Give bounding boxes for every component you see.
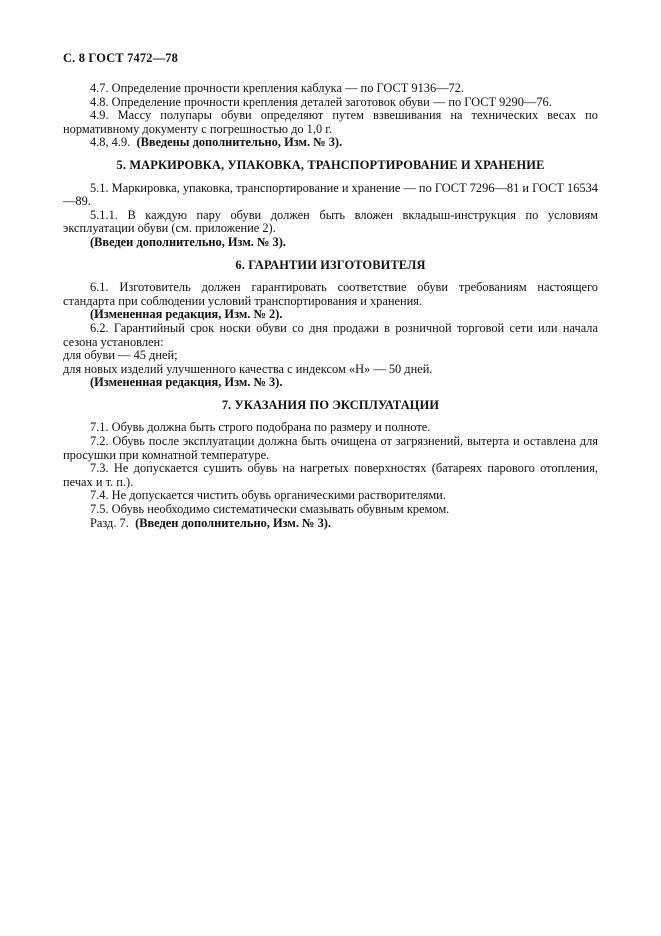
paragraph-7-3: 7.3. Не допускается сушить обувь на нагретых поверхностях (батареях парового отопления, печах и т. п.). — [63, 461, 598, 489]
warranty-line-improved: для новых изделий улучшенного качества с индексом «Н» — 50 дней. — [63, 361, 433, 376]
paragraph-7-1: 7.1. Обувь должна быть строго подобрана по размеру и полноте. — [90, 420, 431, 435]
paragraph-5-1: 5.1. Маркировка, упаковка, транспортирование и хранение — по ГОСТ 7296—81 и ГОСТ 16534—89. — [63, 180, 598, 209]
paragraph-7-4: 7.4. Не допускается чистить обувь органическими растворителями. — [90, 488, 446, 503]
section-6-title: 6. ГАРАНТИИ ИЗГОТОВИТЕЛЯ — [235, 257, 426, 272]
paragraph-7-2: 7.2. Обувь после эксплуатации должна быть очищена от загрязнений, вытерта и оставлена для просушки при комнатной температуре. — [63, 434, 598, 462]
document-body — [63, 82, 598, 530]
paragraph-6-2: 6.2. Гарантийный срок носки обуви со дня продажи в розничной торговой сети или начала сезона установлен: — [63, 320, 598, 349]
paragraph-4-8: 4.8. Определение прочности крепления деталей заготовок обуви — по ГОСТ 9290—76. — [90, 94, 552, 109]
paragraph-5-1-1: 5.1.1. В каждую пару обуви должен быть вложен вкладыш-инструкция по условиям эксплуатации обуви (см. приложение 2). — [63, 207, 598, 236]
amendment-note-6-2: (Измененная редакция, Изм. № 3). — [90, 375, 283, 390]
paragraph-4-7: 4.7. Определение прочности крепления каблука — по ГОСТ 9136—72. — [90, 81, 465, 95]
amendment-note-4-prefix: 4.8, 4.9. — [90, 135, 131, 150]
paragraph-4-9: 4.9. Массу полупары обуви определяют путем взвешивания на технических весах по нормативному документу с погрешностью до 1,0 г. — [63, 108, 598, 136]
section-7-title: 7. УКАЗАНИЯ ПО ЭКСПЛУАТАЦИИ — [221, 397, 440, 412]
amendment-note-4 — [63, 136, 598, 150]
amendment-note-7-text: (Введен дополнительно, Изм. № 3). — [135, 515, 332, 530]
amendment-note-6-1: (Измененная редакция, Изм. № 2). — [90, 307, 283, 322]
page-header: С. 8 ГОСТ 7472—78 — [63, 51, 179, 65]
amendment-note-7 — [63, 517, 598, 531]
amendment-note-7-prefix: Разд. 7. — [90, 515, 129, 530]
section-5-title: 5. МАРКИРОВКА, УПАКОВКА, ТРАНСПОРТИРОВАНИЕ И ХРАНЕНИЕ — [116, 157, 545, 172]
paragraph-6-1: 6.1. Изготовитель должен гарантировать соответствие обуви требованиям настоящего стандарта при соблюдении условий транспортирования и хранения. — [63, 280, 598, 308]
amendment-note-5: (Введен дополнительно, Изм. № 3). — [90, 234, 286, 249]
warranty-line-regular: для обуви — 45 дней; — [63, 348, 178, 363]
paragraph-7-5: 7.5. Обувь необходимо систематически смазывать обувным кремом. — [90, 502, 450, 517]
amendment-note-4-text: (Введены дополнительно, Изм. № 3). — [136, 135, 343, 150]
